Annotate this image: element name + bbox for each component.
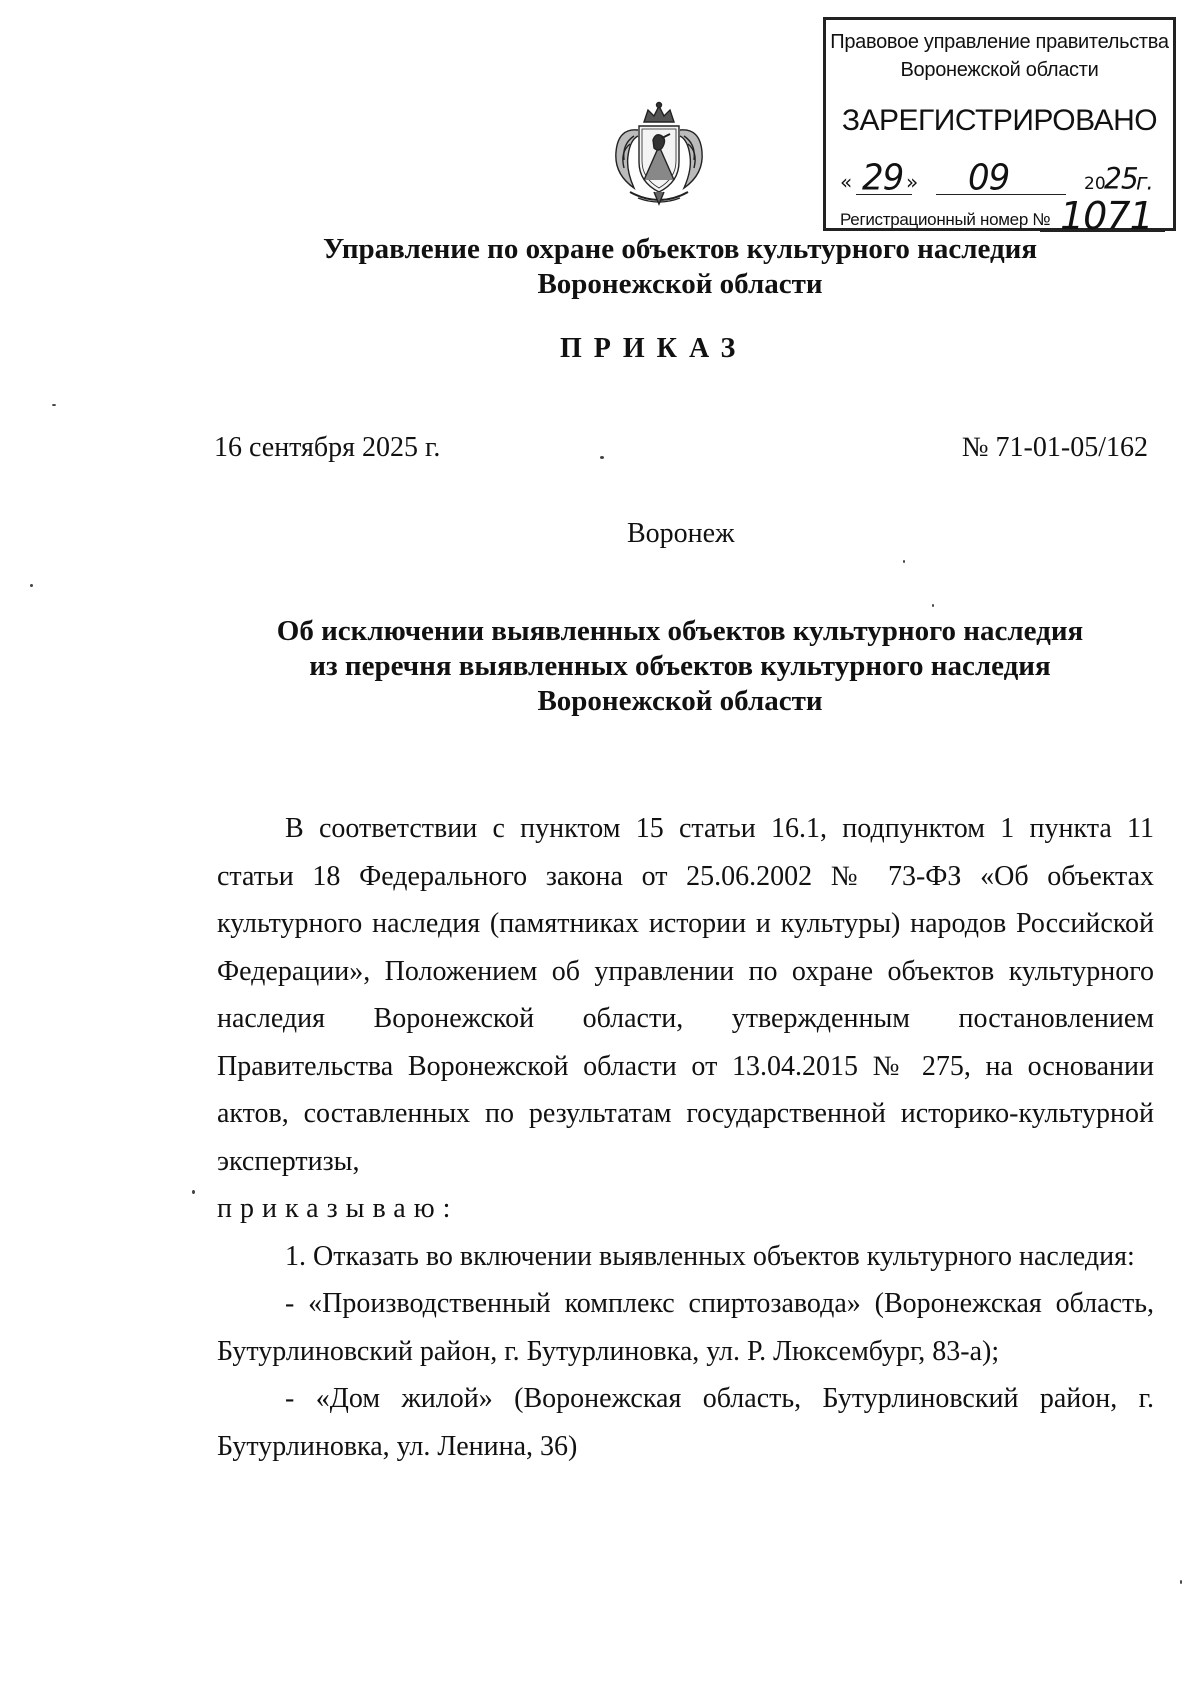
stamp-registration-line [840, 194, 1170, 238]
stamp-year-suffix: 25 [1104, 161, 1138, 196]
stamp-year-unit: г. [1136, 169, 1153, 196]
order-item-1-sub-1: - «Производственный комплекс спиртозавода» (Воронежская область, Бутурлиновский район, г. Бутурлиновка, ул. Р. Люксембург, 83-а); [217, 1288, 1154, 1367]
stamp-org-line-2: Воронежской области [900, 59, 1099, 81]
scan-speck [932, 604, 934, 607]
subject-line-1: Об исключении выявленных объектов культурного наследия [276, 615, 1084, 647]
issuing-agency [300, 232, 1060, 302]
document-date: 16 сентября 2025 г. [214, 432, 441, 463]
stamp-date [840, 158, 1160, 198]
scan-speck [600, 456, 604, 459]
agency-line-1: Управление по охране объектов культурного наследия [322, 233, 1038, 265]
stamp-reg-label: Регистрационный номер № [840, 210, 1051, 229]
preamble-paragraph: В соответствии с пунктом 15 статьи 16.1, подпунктом 1 пункта 11 статьи 18 Федерального закона от 25.06.2002 № 73-ФЗ «Об объектах культурного наследия (памятниках истории и культуры) народов Российской Федерации», Положением об управлении по охране объектов культурного наследия Воронежской области, утвержденным постановлением Правительства Воронежской области от 13.04.2015 № 275, на основании актов, составленных по результатам государственной историко-культурной экспертизы, [217, 813, 1154, 1177]
order-item-1-sub-2: - «Дом жилой» (Воронежская область, Бутурлиновский район, г. Бутурлиновка, ул. Ленина, 36) [217, 1383, 1154, 1462]
document-body [217, 805, 1154, 1470]
scan-speck [52, 404, 56, 406]
order-word: приказываю: [217, 1193, 459, 1224]
stamp-quote-open: « [840, 170, 853, 194]
stamp-org-line-1: Правовое управление правительства [830, 31, 1169, 53]
registration-stamp [823, 17, 1176, 238]
scan-speck [192, 1190, 195, 1194]
document-type: ПРИКАЗ [560, 333, 748, 364]
stamp-status: ЗАРЕГИСТРИРОВАНО [841, 104, 1158, 137]
document-subject [200, 614, 1160, 719]
scan-speck [903, 560, 905, 563]
stamp-reg-number: 1071 [1060, 194, 1153, 238]
stamp-day-underline [856, 194, 912, 195]
subject-line-3: Воронежской области [537, 685, 823, 717]
stamp-month-underline [936, 194, 1066, 195]
stamp-year-prefix: 20 [1084, 174, 1106, 194]
stamp-day: 29 [862, 157, 904, 199]
voronezh-coat-of-arms-icon [604, 100, 714, 210]
document-number: № 71-01-05/162 [961, 432, 1148, 463]
stamp-quote-close: » [906, 170, 919, 194]
stamp-month: 09 [968, 157, 1010, 199]
scan-speck [30, 584, 33, 587]
scan-speck [1180, 1580, 1182, 1584]
subject-line-2: из перечня выявленных объектов культурного наследия [309, 650, 1051, 682]
document-city: Воронеж [627, 518, 735, 549]
order-item-1: 1. Отказать во включении выявленных объектов культурного наследия: [285, 1240, 1135, 1272]
agency-line-2: Воронежской области [537, 268, 823, 300]
stamp-organization [826, 28, 1173, 84]
